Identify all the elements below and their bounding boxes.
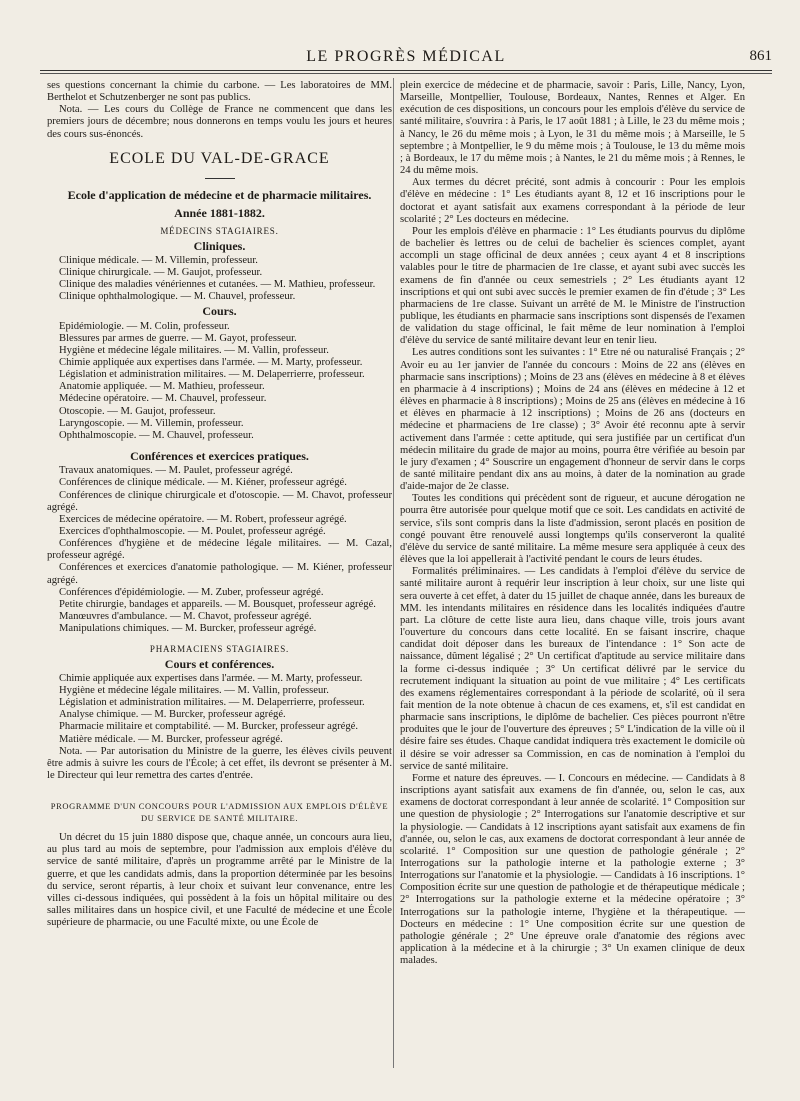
list-item: Ophthalmoscopie. — M. Chauvel, professeur.: [59, 429, 254, 441]
list-item: Exercices d'ophthalmoscopie. — M. Poulet, professeur agrégé.: [59, 526, 326, 537]
list-item: Clinique médicale. — M. Villemin, professeur.: [59, 254, 258, 266]
paragraph: Aux termes du décret précité, sont admis à concourir : Pour les emplois d'élève en médecine : 1° Les étudiants ayant 8, 12 et 16 inscriptions pour le doctorat et ayant satisfait aux examens correspondant à la période de leur scolarité ; 2° Les docteurs en médecine.: [400, 177, 745, 225]
page-number: 861: [749, 48, 772, 64]
list-item: Manœuvres d'ambulance. — M. Chavot, professeur agrégé.: [59, 611, 312, 623]
list-item: Clinique des maladies vénériennes et cutanées. — M. Mathieu, professeur.: [59, 279, 376, 291]
list-item: Laryngoscopie. — M. Villemin, professeur.: [59, 417, 244, 429]
pharm-cours-list: [47, 673, 392, 746]
list-item: Travaux anatomiques. — M. Paulet, professeur agrégé.: [59, 465, 293, 477]
list-item: Anatomie appliquée. — M. Mathieu, professeur.: [59, 381, 265, 393]
list-item: Conférences de clinique médicale. — M. Kiéner, professeur agrégé.: [59, 477, 347, 489]
list-item: Chimie appliquée aux expertises dans l'armée. — M. Marty, professeur.: [59, 672, 363, 684]
list-item: Conférences d'hygiène et de médecine légale militaires. — M. Cazal, professeur agrégé.: [47, 538, 392, 562]
list-item: Pharmacie militaire et comptabilité. — M. Burcker, professeur agrégé.: [59, 721, 359, 733]
paragraph: Forme et nature des épreuves. — I. Concours en médecine. — Candidats à 8 inscriptions ayant satisfait aux examens de fin d'année, ou, selon le cas, aux examens de doctorat correspondant à leur année de scolarité. 1° Composition sur une question de physiologie ; 2° Interrogations sur l'anatomie descriptive et sur la physiologie. — Candidats à 12 inscriptions ayant satisfait aux examens de fin d'année, ou, selon le cas, aux examens de doctorat correspondant à leur année de scolarité. 1° Composition sur une question de pathologie générale ; 2° Interrogations sur la pathologie interne et la pathologie externe ; 3° Interrogations sur l'anatomie et la physiologie. — Candidats à 16 inscriptions. 1° Composition écrite sur une question de pathologie et de thérapeutique médicale ; 2° Interrogations sur la pathologie externe et la médecine opératoire ; 3° Interrogations sur la pathologie interne, l'hygiène et la thérapeutique. — Docteurs en médecine : 1° Une composition écrite sur une question de pathologie générale ; 2° Une épreuve orale d'anatomie des régions avec application à la médecine et à la chirurgie ; 3° Un examen clinique de deux malades.: [400, 772, 745, 967]
list-item: Clinique ophthalmologique. — M. Chauvel, professeur.: [59, 291, 296, 303]
list-item: Médecine opératoire. — M. Chauvel, professeur.: [59, 393, 267, 405]
list-item: Blessures par armes de guerre. — M. Gayot, professeur.: [59, 332, 297, 344]
conferences-heading: Conférences et exercices pratiques.: [130, 449, 309, 464]
paragraph: Pour les emplois d'élève en pharmacie : 1° Les étudiants pourvus du diplôme de bachelier ès lettres ou de celui de bachelier ès sciences complet, ayant accompli un stage officinal de deux années ; ceux ayant 4 et 8 inscriptions valables pour le titre de pharmacien de 1re classe, et ayant subi avec succès les examens de fin d'année ou ceux semestriels ; 2° Les étudiants ayant 12 inscriptions et qui ont subi avec succès le premier examen de fin d'étude ; 3° Les pharmaciens de 1re classe. Suivant un arrêté de M. le Ministre de l'instruction publique, les étudiants en pharmacie sans inscriptions sont dispensés de l'examen de validation du stage officinal, le fait même de leur nomination à l'emploi d'élève du service de santé militaire devant leur en tenir lieu.: [400, 225, 745, 347]
paragraph: Toutes les conditions qui précèdent sont de rigueur, et aucune dérogation ne pourra être autorisée pour quelque motif que ce soit. Les candidats en activité de service, s'ils sont compris dans la liste d'admission, seront placés en position de congé pouvant être renouvelé aussi longtemps qu'ils conserveront la qualité d'élève du service de santé militaire. La même mesure sera appliquée à ceux des élèves que la loi appellerait à l'activité pendant le cours de leurs études.: [400, 493, 745, 566]
conferences-list: [47, 465, 392, 635]
intro-paragraph: ses questions concernant la chimie du carbone. — Les laboratoires de MM. Berthelot et Schutzenberger ne sont pas publics.: [47, 80, 392, 104]
cliniques-heading: Cliniques.: [193, 238, 246, 253]
list-item: Otoscopie. — M. Gaujot, professeur.: [59, 405, 216, 417]
list-item: Epidémiologie. — M. Colin, professeur.: [59, 320, 230, 332]
section-dash: [47, 171, 392, 183]
intro-nota: Nota. — Les cours du Collège de France ne commencent que dans les premiers jours de décembre; nous donnerons en temps voulu les jours et heures des cours sus-énoncés.: [47, 104, 392, 140]
list-item: Matière médicale. — M. Burcker, professeur agrégé.: [59, 733, 283, 745]
paragraph: Les autres conditions sont les suivantes : 1° Etre né ou naturalisé Français ; 2° Avoir eu au 1er janvier de l'année du concours : Moins de 22 ans (élèves en pharmacie sans inscriptions) ; Moins de 23 ans (élèves en médecine à 8 et élèves en pharmacie à 4 inscriptions) ; Moins de 24 ans (élèves en médecine à 12 et élèves en pharmacie à 8 inscriptions) ; Moins de 25 ans (élèves en médecine à 16 et élèves en pharmacie à 12 inscriptions) ; Moins de 26 ans (docteurs en médecine et pharmaciens de 1re classe) ; 3° Avoir été reconnu apte à servir activement dans l'armée : cette aptitude, qui sera justifiée par un certificat d'un médecin militaire du grade de major au moins, pourra être vérifiée au besoin par le jury d'examen ; 4° Souscrire un engagement d'honneur de servir dans le corps de santé militaire pendant dix ans au moins, à dater de la nomination au grade d'aide-major de 2e classe.: [400, 347, 745, 493]
page-header: [40, 44, 772, 71]
list-item: Législation et administration militaires. — M. Delaperrierre, professeur.: [59, 697, 365, 709]
list-item: Hygiène et médecine légale militaires. — M. Vallin, professeur.: [59, 684, 329, 696]
journal-title: LE PROGRÈS MÉDICAL: [306, 48, 506, 65]
pharmaciens-heading: PHARMACIENS STAGIAIRES.: [149, 644, 290, 655]
list-item: Chimie appliquée aux expertises dans l'armée. — M. Marty, professeur.: [59, 356, 363, 368]
nota-paragraph: Nota. — Par autorisation du Ministre de la guerre, les élèves civils peuvent être admis à suivre les cours de l'École; à cet effet, ils devront se présenter à M. le Directeur qui leur remettra des cartes d'entrée.: [47, 745, 392, 781]
list-item: Conférences de clinique chirurgicale et d'otoscopie. — M. Chavot, professeur agrégé.: [47, 489, 392, 513]
header-rule: [40, 73, 772, 74]
list-item: Exercices de médecine opératoire. — M. Robert, professeur agrégé.: [59, 513, 347, 525]
programme-heading: PROGRAMME D'UN CONCOURS POUR L'ADMISSION AUX EMPLOIS D'ÉLÈVE DU SERVICE DE SANTÉ MILITAIRE.: [50, 801, 389, 824]
list-item: Petite chirurgie, bandages et appareils. — M. Bousquet, professeur agrégé.: [59, 598, 376, 610]
list-item: Clinique chirurgicale. — M. Gaujot, professeur.: [59, 266, 263, 278]
paragraph: plein exercice de médecine et de pharmacie, savoir : Paris, Lille, Nancy, Lyon, Marseille, Montpellier, Toulouse, Bordeaux, Nantes, Rennes et Alger. En exécution de ces dispositions, un concours pour les emplois d'élève du service de santé militaire, s'ouvrira : à Paris, le 17 août 1881 ; à Lille, le 23 du même mois ; à Nancy, le 26 du même mois ; à Lyon, le 31 du même mois ; à Marseille, le 5 septembre ; à Montpellier, le 9 du même mois ; à Toulouse, le 13 du même mois ; à Bordeaux, le 17 du même mois ; à Nantes, le 21 du même mois ; à Rennes, le 24 du même mois.: [400, 80, 745, 177]
right-column: [400, 80, 745, 1070]
list-item: Manipulations chimiques. — M. Burcker, professeur agrégé.: [59, 623, 317, 635]
list-item: Législation et administration militaires. — M. Delaperrierre, professeur.: [59, 369, 365, 381]
cliniques-list: [47, 255, 392, 304]
school-title: Ecole d'application de médecine et de pharmacie militaires.: [67, 188, 372, 203]
section-title: ECOLE DU VAL-DE-GRACE: [109, 149, 330, 167]
programme-paragraph: Un décret du 15 juin 1880 dispose que, chaque année, un concours aura lieu, au plus tard au mois de septembre, pour l'admission aux emplois d'élève du service de santé militaire, d'après un programme arrêté par le Ministre de la guerre, et que les candidats admis, dans la proportion déterminée par les besoins du service, seront répartis, à leur choix et suivant leur convenance, entre les villes ci-dessous indiquées, qui possèdent à la fois un hôpital militaire ou des salles militaires dans un hospice civil, et une Faculté de médecine et une École supérieure de pharmacie, ou une Faculté mixte, ou une École de: [47, 832, 392, 929]
list-item: Analyse chimique. — M. Burcker, professeur agrégé.: [59, 709, 286, 721]
cours-heading: Cours.: [202, 304, 237, 319]
list-item: Conférences et exercices d'anatomie pathologique. — M. Kiéner, professeur agrégé.: [47, 562, 392, 586]
list-item: Conférences d'épidémiologie. — M. Zuber, professeur agrégé.: [59, 586, 324, 598]
cours-list: [47, 321, 392, 443]
list-item: Hygiène et médecine légale militaires. — M. Vallin, professeur.: [59, 344, 329, 356]
academic-year: Année 1881-1882.: [174, 206, 265, 221]
column-divider: [393, 78, 394, 1068]
stagiaires-heading: MÉDECINS STAGIAIRES.: [160, 226, 279, 237]
left-column: [47, 80, 392, 1070]
pharm-cours-heading: Cours et conférences.: [164, 656, 275, 671]
paragraph: Formalités préliminaires. — Les candidats à l'emploi d'élève du service de santé militaire auront à requérir leur inscription à leur choix, sur une liste qui sera ouverte à cet effet, à dater du 15 juillet de chaque année, dans les bureaux de MM. les intendants militaires en résidence dans les localités indiquées d'autre part. La clôture de cette liste aura lieu, dans chaque ville, trois jours avant l'ouverture du concours dans cette localité. En se faisant inscrire, chaque candidat doit déposer dans les bureaux de l'intendance : 1° Son acte de naissance, dûment légalisé ; 2° Un certificat d'aptitude au service militaire dans la forme ci-dessus indiquée ; 3° Un certificat délivré par le service du recrutement indiquant la situation au point de vue militaire ; 4° Les certificats des examens réglementaires correspondant à la période de scolarité, où il sera fait mention de la note obtenue à chacun de ces examens, et, s'il est candidat en pharmacie sans inscriptions, le diplôme de bachelier. Ces pièces pourront n'être produites que le jour de l'ouverture des épreuves ; 5° L'indication de la ville où il désire faire ses études. Chaque candidat indiquera très exactement le domicile où il désire se voir adresser sa Commission, en cas de nomination à l'emploi du service de santé militaire.: [400, 566, 745, 772]
